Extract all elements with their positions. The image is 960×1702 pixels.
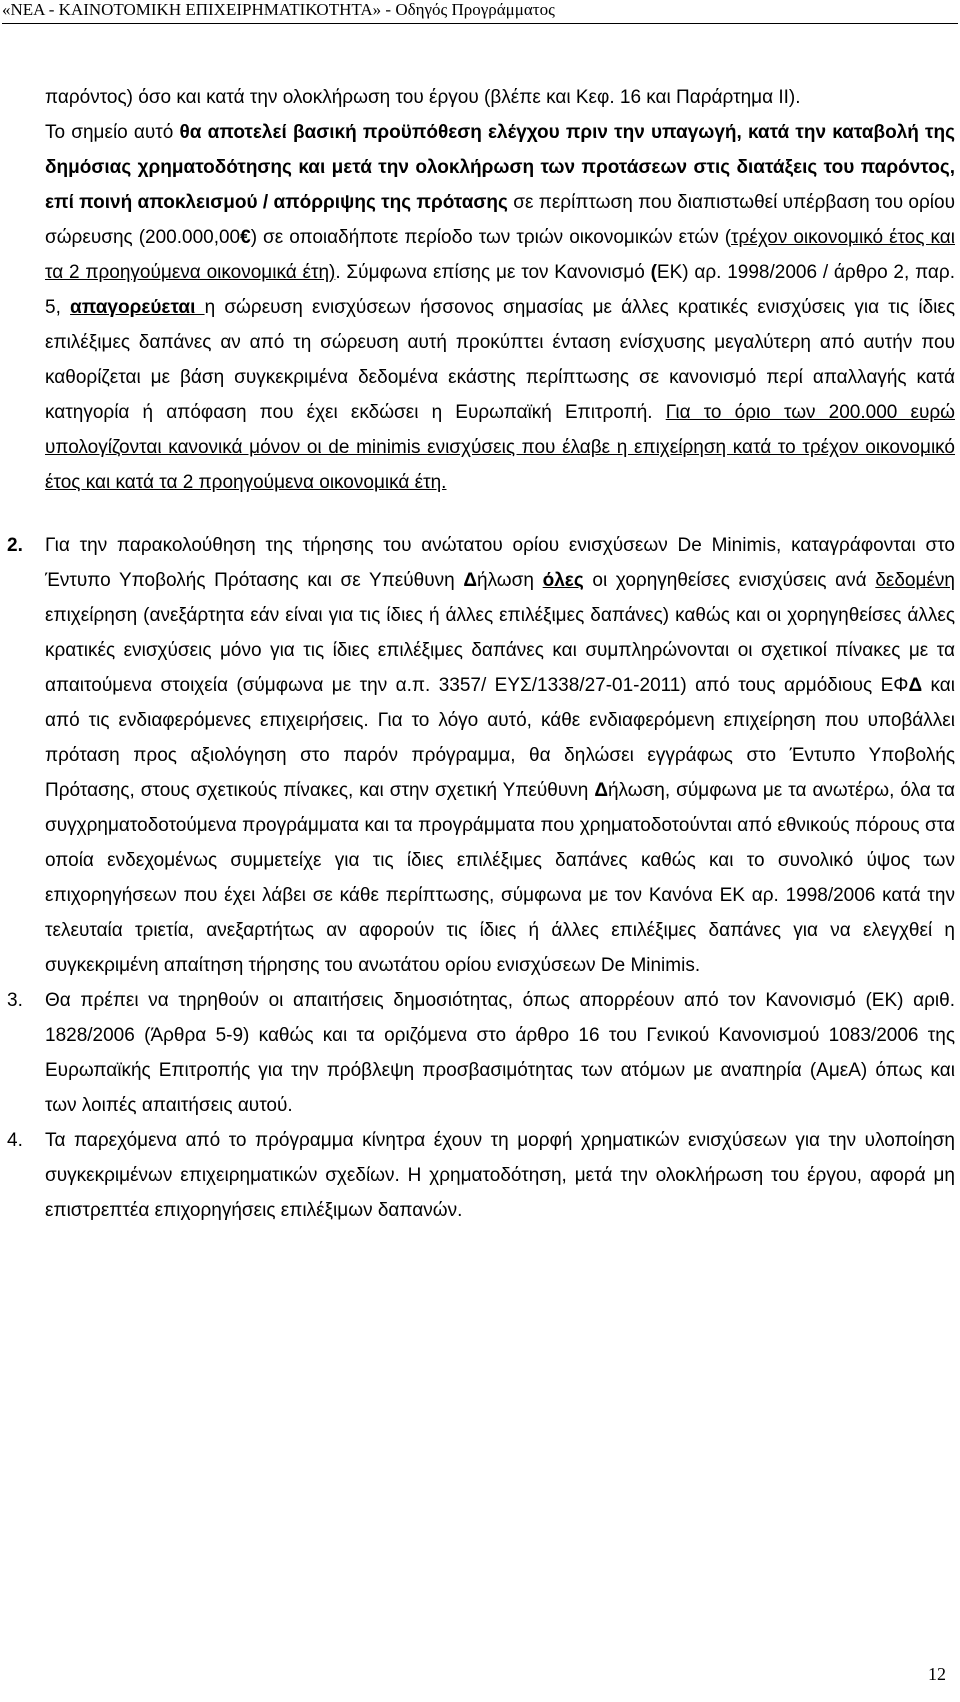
- list-item-number: 3.: [7, 990, 23, 1011]
- emphasis-bold-underline: όλες: [542, 570, 584, 591]
- document-body: [7, 80, 955, 1228]
- text-segment: Θα πρέπει να τηρηθούν οι απαιτήσεις δημοσιότητας, όπως απορρέουν από τον Κανονισμό (ΕΚ) αριθ. 1828/2006 (Άρθρα 5-9) καθώς και τα οριζόμενα στο άρθρο 16 του Γενικού Κανονισμού 1083/2006 της Ευρωπαϊκής Επιτροπής για την πρόβλεψη προσβασιμότητας των ατόμων με αναπηρία (ΑμεΑ) όπως και των λοιπές απαιτήσεις αυτού.: [45, 990, 955, 1116]
- page-number: 12: [928, 1664, 946, 1684]
- emphasis-bold: θα αποτελεί βασική προϋπόθεση ελέγχου πριν την υπαγωγή, κατά την καταβολή της δημόσιας χρηματοδότησης και μετά την ολοκλήρωση των προτάσεων στις διατάξεις του παρόντος, επί ποινή αποκλεισμού / απόρριψης της πρότασης: [45, 122, 955, 213]
- text-segment: ήλωση: [477, 570, 543, 591]
- text-segment: παρόντος) όσο και κατά την ολοκλήρωση του έργου (βλέπε και Κεφ. 16 και Παράρτημα ΙΙ).: [45, 87, 801, 108]
- list-item-number: 4.: [7, 1130, 23, 1151]
- text-segment: και από τις ενδιαφερόμενες επιχειρήσεις. Για το λόγο αυτό, κάθε ενδιαφερόμενη επιχείρηση που υποβάλλει πρόταση προς αξιολόγηση στο παρόν πρόγραμμα, θα δηλώσει εγγράφως στο Έντυπο Υποβολής Πρότασης, στους σχετικούς πίνακες, και στην σχετική Υπεύθυνη: [45, 675, 955, 801]
- list-item: [7, 983, 955, 1123]
- text-segment: σε περίπτωση που διαπιστωθεί υπέρβαση του ορίου σώρευσης (200.000,00: [45, 192, 955, 248]
- text-segment: Για την παρακολούθηση της τήρησης του ανώτατου ορίου ενισχύσεων De Minimis, καταγράφονται στο Έντυπο Υποβολής Πρότασης και σε Υπεύθυνη: [45, 535, 955, 591]
- text-segment: ) σε οποιαδήποτε περίοδο των τριών οικονομικών ετών (: [250, 227, 732, 248]
- text-segment: Το σημείο αυτό: [45, 122, 180, 143]
- list-item: [7, 1123, 955, 1228]
- text-segment: ήλωση, σύμφωνα με τα ανωτέρω, όλα τα συγχρηματοδοτούμενα προγράμματα και τα προγράμματα που χρηματοδοτούνται από εθνικούς πόρους στα οποία ενδεχομένως συμμετείχε για τις ίδιες επιλέξιμες δαπάνες καθώς και το συνολικό ύψος των επιχορηγήσεων που έχει λάβει σε κάθε περίπτωσης, σύμφωνα με τον Κανόνα ΕΚ αρ. 1998/2006 κατά την τελευταία τριετία, ανεξαρτήτως αν αφορούν τις ίδιες ή άλλες επιλέξιμες δαπάνες για να ελεγχθεί η συγκεκριμένη απαίτηση τήρησης του ανωτάτου ορίου ενισχύσεων De Minimis.: [45, 780, 955, 976]
- list-item-number: 2.: [7, 535, 23, 556]
- emphasis-underline: τρέχον οικονομικό έτος και τα 2 προηγούμενα οικονομικά έτη): [45, 227, 955, 283]
- text-segment: (: [650, 262, 657, 283]
- text-segment: επιχείρηση (ανεξάρτητα εάν είναι για τις ίδιες ή άλλες επιλέξιμες δαπάνες) καθώς και οι χορηγηθείσες άλλες κρατικές ενισχύσεις μόνο για τις ίδιες επιλέξιμες δαπάνες και συμπληρώνονται οι σχετικοί πίνακες με τα απαιτούμενα στοιχεία (σύμφωνα με την α.π. 3357/ ΕΥΣ/1338/27-01-2011) από τους αρμόδιους ΕΦ: [45, 605, 955, 696]
- text-segment: Δ: [463, 570, 478, 591]
- text-segment: Δ: [908, 675, 923, 696]
- text-segment: . Σύμφωνα επίσης με τον Κανονισμό: [335, 262, 651, 283]
- euro-symbol: €: [240, 227, 251, 248]
- emphasis-underline: Για το όριο των 200.000 ευρώ υπολογίζονται κανονικά μόνον οι de minimis ενισχύσεις που έλαβε η επιχείρηση κατά το τρέχον οικονομικό έτος και κατά τα 2 προηγούμενα οικονομικά έτη.: [45, 402, 955, 493]
- paragraph-continuation: [45, 80, 955, 500]
- emphasis-underline: δεδομένη: [875, 570, 955, 591]
- list-item: [7, 528, 955, 983]
- running-header: «ΝΕΑ - ΚΑΙΝΟΤΟΜΙΚΗ ΕΠΙΧΕΙΡΗΜΑΤΙΚΟΤΗΤΑ» - Οδηγός Προγράμματος: [2, 0, 958, 24]
- text-segment: ΕΚ) αρ. 1998/2006 / άρθρο 2, παρ. 5,: [45, 262, 955, 318]
- text-segment: οι χορηγηθείσες ενισχύσεις ανά: [583, 570, 876, 591]
- text-segment: Δ: [594, 780, 608, 801]
- paragraph-gap: [45, 500, 955, 528]
- text-segment: Τα παρεχόμενα από το πρόγραμμα κίνητρα έχουν τη μορφή χρηματικών ενισχύσεων για την υλοποίηση συγκεκριμένων επιχειρηματικών σχεδίων. Η χρηματοδότηση, μετά την ολοκλήρωση του έργου, αφορά μη επιστρεπτέα επιχορηγήσεις επιλέξιμων δαπανών.: [45, 1130, 955, 1221]
- emphasis-bold-underline: απαγορεύεται: [70, 297, 205, 318]
- text-segment: η σώρευση ενισχύσεων ήσσονος σημασίας με άλλες κρατικές ενισχύσεις για τις ίδιες επιλέξιμες δαπάνες αν από τη σώρευση αυτή προκύπτει ένταση ενίσχυσης μεγαλύτερη από αυτήν που καθορίζεται με βάση συγκεκριμένα δεδομένα εκάστης περίπτωσης σε κανονισμό περί απαλλαγής κατά κατηγορία ή απόφαση που έχει εκδώσει η Ευρωπαϊκή Επιτροπή.: [45, 297, 955, 423]
